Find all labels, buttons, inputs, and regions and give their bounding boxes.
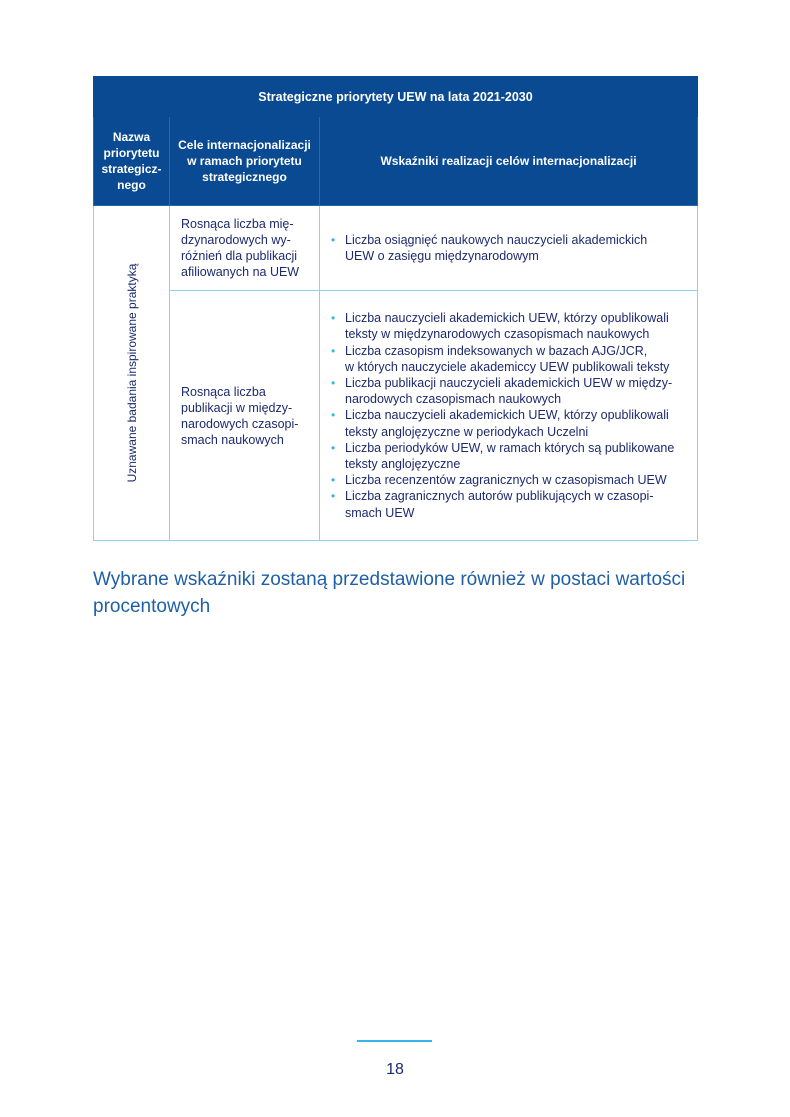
header-line: Cele internacjonalizacji bbox=[178, 138, 311, 152]
priority-label: Uznawane badania inspirowane praktyką bbox=[124, 263, 139, 483]
header-line: strategicz- bbox=[101, 162, 162, 176]
indicator-line: Liczba publikacji nauczycieli akademickich UEW w między- bbox=[345, 375, 673, 390]
bullet-icon: • bbox=[331, 440, 336, 455]
indicator-line: Liczba nauczycieli akademickich UEW, którzy opublikowali bbox=[345, 311, 669, 326]
goal-line: Rosnąca liczba bbox=[181, 384, 266, 399]
header-line: strategicznego bbox=[202, 170, 287, 184]
indicator-line: narodowych czasopismach naukowych bbox=[345, 392, 562, 407]
indicator-line: Liczba recenzentów zagranicznych w czasopismach UEW bbox=[345, 473, 667, 488]
goal-line: afiliowanych na UEW bbox=[181, 265, 300, 279]
indicator-line: Liczba zagranicznych autorów publikujących w czasopi- bbox=[345, 489, 654, 504]
indicator-item bbox=[331, 232, 689, 264]
bullet-icon: • bbox=[331, 408, 336, 423]
table-title: Strategiczne priorytety UEW na lata 2021-2030 bbox=[94, 77, 698, 117]
indicator-item bbox=[331, 310, 689, 342]
goal-line: różnień dla publikacji bbox=[181, 249, 298, 263]
body-line: procentowych bbox=[93, 596, 211, 617]
indicator-line: UEW o zasięgu międzynarodowym bbox=[345, 249, 539, 263]
goal-line: dzynarodowych wy- bbox=[181, 233, 291, 247]
indicator-item bbox=[331, 472, 689, 488]
body-line: Wybrane wskaźniki zostaną przedstawione również w postaci wartości bbox=[93, 569, 686, 590]
indicator-item bbox=[331, 375, 689, 407]
indicator-item bbox=[331, 343, 689, 375]
goal-line: smach naukowych bbox=[181, 432, 284, 447]
header-line: w ramach priorytetu bbox=[187, 154, 302, 168]
goal-line: publikacji w między- bbox=[181, 400, 293, 415]
header-line: nego bbox=[117, 178, 146, 192]
footer-divider bbox=[357, 1040, 432, 1042]
indicator-line: Liczba nauczycieli akademickich UEW, którzy opublikowali bbox=[345, 408, 669, 423]
bullet-icon: • bbox=[331, 232, 336, 247]
goal-line: Rosnąca liczba mię- bbox=[181, 217, 294, 231]
bullet-icon: • bbox=[331, 311, 336, 326]
indicator-line: teksty anglojęzyczne bbox=[345, 457, 461, 471]
table-row bbox=[94, 206, 698, 291]
header-indicators bbox=[320, 117, 698, 206]
table-row bbox=[94, 291, 698, 541]
header-priority-name bbox=[94, 117, 170, 206]
header-line: priorytetu bbox=[103, 146, 160, 160]
indicators-cell bbox=[320, 291, 698, 541]
bullet-icon: • bbox=[331, 343, 336, 358]
bullet-icon: • bbox=[331, 489, 336, 504]
indicator-line: smach UEW bbox=[345, 505, 415, 520]
goal-cell bbox=[170, 291, 320, 541]
priority-cell bbox=[94, 206, 170, 541]
indicator-line: teksty anglojęzyczne w periodykach Uczelni bbox=[345, 424, 589, 439]
indicator-item bbox=[331, 488, 689, 520]
bullet-icon: • bbox=[331, 473, 336, 488]
indicator-line: teksty w międzynarodowych czasopismach naukowych bbox=[345, 327, 650, 342]
goal-line: narodowych czasopi- bbox=[181, 416, 299, 431]
indicator-line: Liczba periodyków UEW, w ramach których są publikowane bbox=[345, 440, 675, 455]
indicator-item bbox=[331, 407, 689, 439]
page-number: 18 bbox=[386, 1061, 404, 1078]
goal-cell bbox=[170, 206, 320, 291]
indicator-line: Liczba osiągnięć naukowych nauczycieli akademickich bbox=[345, 232, 648, 247]
indicator-line: w których nauczyciele akademiccy UEW publikowali teksty bbox=[345, 359, 670, 374]
indicators-cell bbox=[320, 206, 698, 291]
body-paragraph bbox=[93, 566, 713, 620]
indicator-item bbox=[331, 440, 689, 472]
bullet-icon: • bbox=[331, 375, 336, 390]
header-line: Wskaźniki realizacji celów internacjonalizacji bbox=[380, 154, 637, 168]
header-line: Nazwa bbox=[112, 130, 151, 144]
indicator-line: Liczba czasopism indeksowanych w bazach AJG/JCR, bbox=[345, 343, 648, 358]
priorities-table bbox=[93, 76, 698, 541]
header-goals bbox=[170, 117, 320, 206]
